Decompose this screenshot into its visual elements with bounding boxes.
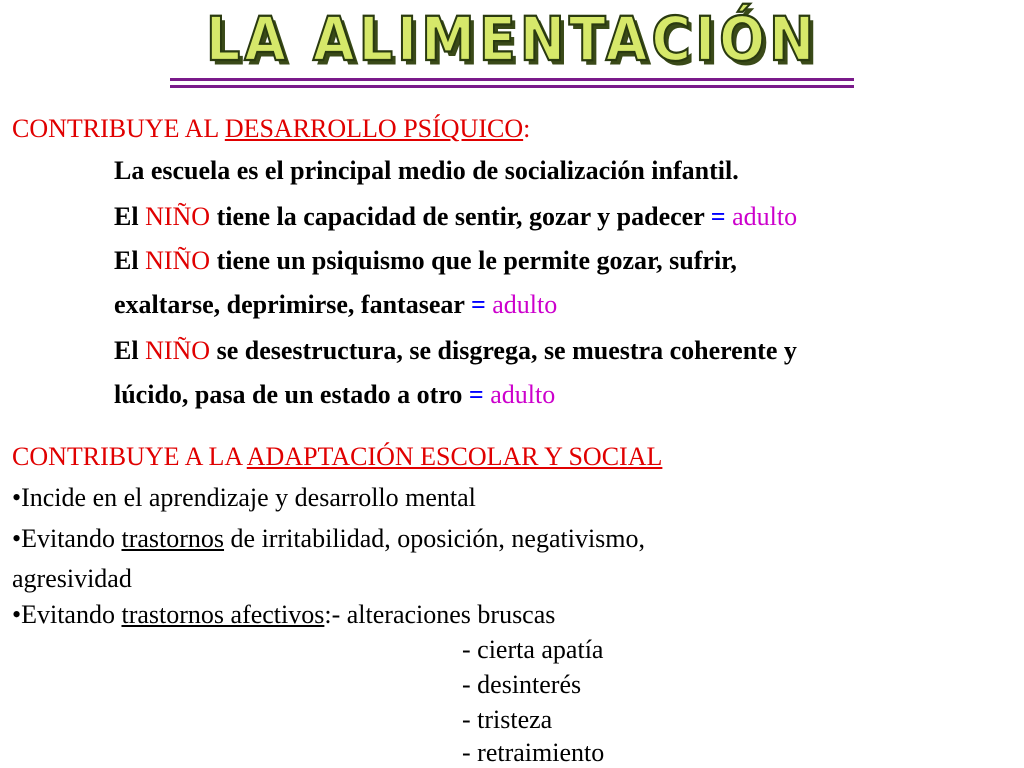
sub-item: - tristeza: [462, 705, 553, 734]
section2-bullet2-cont: agresividad: [12, 564, 132, 593]
section1-heading: CONTRIBUYE AL DESARROLLO PSÍQUICO:: [12, 114, 531, 143]
section1-point1: El NIÑO tiene la capacidad de sentir, gozar y padecer = adulto: [114, 202, 798, 231]
sub-item: - retraimiento: [462, 738, 605, 767]
section1-intro: La escuela es el principal medio de socialización infantil.: [114, 156, 739, 185]
section1-point2: El NIÑO tiene un psiquismo que le permite gozar, sufrir,: [114, 246, 737, 275]
section2-heading: CONTRIBUYE A LA ADAPTACIÓN ESCOLAR Y SOCIAL: [12, 442, 663, 471]
section1-heading-emphasis: DESARROLLO PSÍQUICO: [224, 114, 524, 143]
sub-item: - desinterés: [462, 670, 582, 699]
slide-title: LA ALIMENTACIÓN: [205, 4, 819, 75]
section2-bullet2: •Evitando trastornos de irritabilidad, oposición, negativismo,: [12, 524, 646, 553]
section1-point3-cont: lúcido, pasa de un estado a otro = adulto: [114, 380, 556, 409]
section2-bullet1: •Incide en el aprendizaje y desarrollo mental: [12, 483, 476, 512]
section2-bullet3: •Evitando trastornos afectivos:- alteraciones bruscas: [12, 600, 556, 629]
title-underline-top: [170, 78, 854, 81]
section1-point3: El NIÑO se desestructura, se disgrega, se muestra coherente y: [114, 336, 797, 365]
title-underline-bottom: [170, 85, 854, 88]
section2-heading-emphasis: ADAPTACIÓN ESCOLAR Y SOCIAL: [246, 442, 663, 471]
section1-point2-cont: exaltarse, deprimirse, fantasear = adulto: [114, 290, 558, 319]
sub-item: - cierta apatía: [462, 635, 604, 664]
